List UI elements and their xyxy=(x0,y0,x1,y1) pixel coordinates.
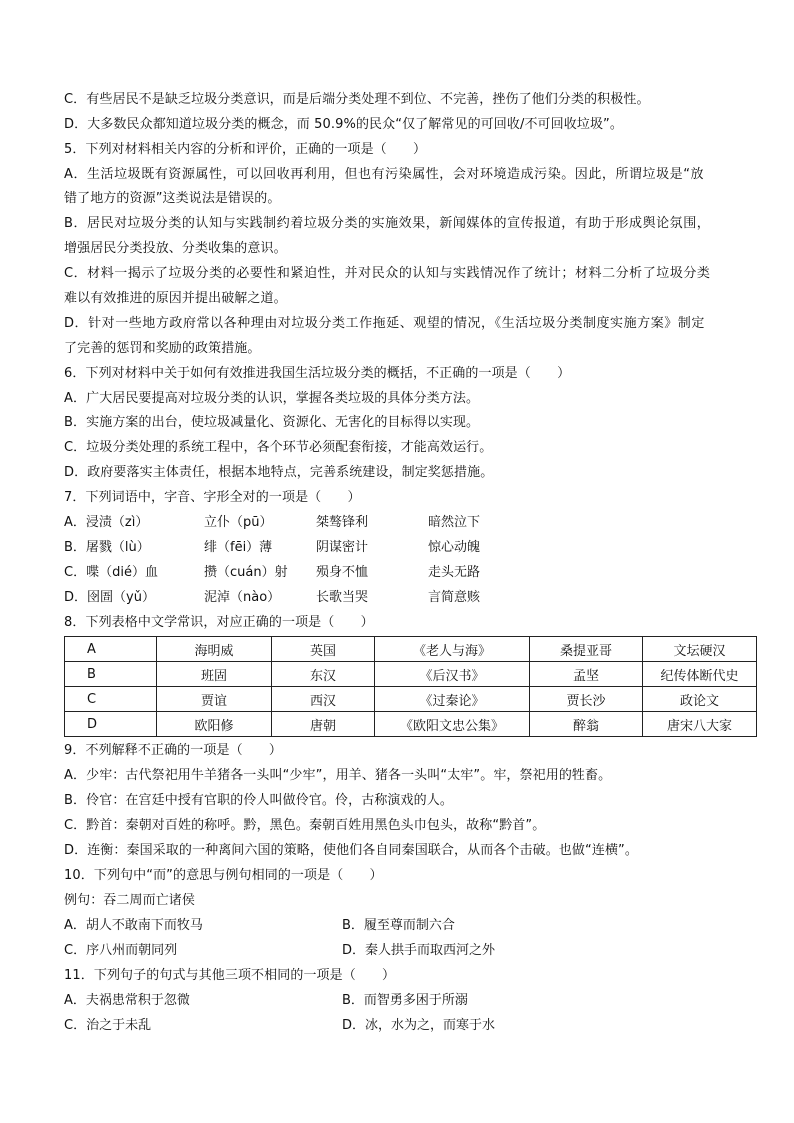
q10-option-a: A．胡人不敢南下而牧马 xyxy=(64,918,203,933)
q6-option-c: C．垃圾分类处理的系统工程中，各个环节必须配套衔接，才能高效运行。 xyxy=(64,440,493,455)
q10-example: 例句：吞二周而亡诸侯 xyxy=(64,893,196,908)
table-cell-author: 欧阳修 xyxy=(157,712,272,737)
q11-option-b: B．而智勇多困于所溺 xyxy=(342,993,468,1008)
q7-stem: 7．下列词语中，字音、字形全对的一项是（ ） xyxy=(64,490,361,505)
table-cell-era: 东汉 xyxy=(272,662,375,687)
table-cell-note: 文坛硬汉 xyxy=(643,637,757,662)
q10-stem: 10．下列句中“而”的意思与例句相同的一项是（ ） xyxy=(64,868,383,883)
table-cell-alias: 醉翁 xyxy=(530,712,643,737)
table-cell-author: 班固 xyxy=(157,662,272,687)
q7-a-word2: 立仆（pū） xyxy=(204,515,273,530)
q5-option-d-line2: 了完善的惩罚和奖励的政策措施。 xyxy=(64,341,261,356)
q11-option-d: D．冰，水为之，而寒于水 xyxy=(342,1018,496,1033)
q5-option-c-line2: 难以有效推进的原因并提出破解之道。 xyxy=(64,291,287,306)
table-cell-author: 贾谊 xyxy=(157,687,272,712)
q7-c-word2: 攒（cuán）射 xyxy=(204,565,288,580)
q7-b-word2: 绯（fēi）薄 xyxy=(204,540,273,555)
table-row xyxy=(65,637,757,662)
q6-option-a: A．广大居民要提高对垃圾分类的认识，掌握各类垃圾的具体分类方法。 xyxy=(64,391,480,406)
q9-option-a: A．少牢：古代祭祀用牛羊猪各一头叫“少牢”，用羊、猪各一头叫“太牢”。牢，祭祀用的牲畜。 xyxy=(64,768,612,783)
q10-option-c: C．序八州而朝同列 xyxy=(64,943,178,958)
q7-a-word4: 暗然泣下 xyxy=(428,515,481,530)
q11-stem: 11．下列句子的句式与其他三项不相同的一项是（ ） xyxy=(64,968,396,983)
table-cell-author: 海明威 xyxy=(157,637,272,662)
table-row xyxy=(65,687,757,712)
q5-option-b-line2: 增强居民分类投放、分类收集的意识。 xyxy=(64,241,287,256)
q7-d-word3: 长歌当哭 xyxy=(316,590,369,605)
table-cell-note: 唐宋八大家 xyxy=(643,712,757,737)
q7-a-word3: 桀骜锋利 xyxy=(316,515,369,530)
literature-table xyxy=(64,636,757,737)
q6-option-d: D．政府要落实主体责任，根据本地特点，完善系统建设，制定奖惩措施。 xyxy=(64,465,494,480)
q7-d-word2: 泥淖（nào） xyxy=(204,590,281,605)
q7-c-word1: C．喋（dié）血 xyxy=(64,565,158,580)
q9-option-b: B．伶官：在宫廷中授有官职的伶人叫做伶官。伶，古称演戏的人。 xyxy=(64,793,453,808)
table-cell-era: 英国 xyxy=(272,637,375,662)
q7-b-word1: B．屠戮（lù） xyxy=(64,540,150,555)
table-row xyxy=(65,662,757,687)
q7-c-word3: 殒身不恤 xyxy=(316,565,369,580)
q5-option-d-line1: D．针对一些地方政府常以各种理由对垃圾分类工作拖延、观望的情况，《生活垃圾分类制度实施方案》制定 xyxy=(64,316,705,331)
q9-option-d: D．连衡：秦国采取的一种离间六国的策略，使他们各自同秦国联合，从而各个击破。也做“连横”。 xyxy=(64,843,638,858)
q10-option-b: B．履至尊而制六合 xyxy=(342,918,455,933)
table-cell-option: C xyxy=(65,687,157,712)
table-row xyxy=(65,712,757,737)
table-cell-work: 《老人与海》 xyxy=(375,637,530,662)
q7-b-word4: 惊心动魄 xyxy=(428,540,481,555)
table-cell-option: A xyxy=(65,637,157,662)
table-cell-note: 纪传体断代史 xyxy=(643,662,757,687)
q7-b-word3: 阴谋密计 xyxy=(316,540,369,555)
q9-option-c: C．黔首：秦朝对百姓的称呼。黔，黑色。秦朝百姓用黑色头巾包头，故称“黔首”。 xyxy=(64,818,546,833)
q7-a-word1: A．浸渍（zì） xyxy=(64,515,149,530)
q10-option-d: D．秦人拱手而取西河之外 xyxy=(342,943,496,958)
table-cell-alias: 贾长沙 xyxy=(530,687,643,712)
q5-option-a-line2: 错了地方的资源”这类说法是错误的。 xyxy=(64,191,281,206)
q5-option-c-line1: C．材料一揭示了垃圾分类的必要性和紧迫性，并对民众的认知与实践情况作了统计；材料二分析了垃圾分类 xyxy=(64,266,711,281)
q11-option-c: C．治之于未乱 xyxy=(64,1018,152,1033)
q7-d-word1: D．囹圄（yǔ） xyxy=(64,590,155,605)
q7-d-word4: 言简意赅 xyxy=(428,590,481,605)
table-cell-alias: 桑提亚哥 xyxy=(530,637,643,662)
table-cell-work: 《过秦论》 xyxy=(375,687,530,712)
q8-stem: 8．下列表格中文学常识，对应正确的一项是（ ） xyxy=(64,615,374,630)
table-cell-note: 政论文 xyxy=(643,687,757,712)
table-cell-era: 西汉 xyxy=(272,687,375,712)
q6-stem: 6．下列对材料中关于如何有效推进我国生活垃圾分类的概括，不正确的一项是（ ） xyxy=(64,366,571,381)
q4-option-d: D．大多数民众都知道垃圾分类的概念，而 50.9%的民众“仅了解常见的可回收/不可回收垃圾”。 xyxy=(64,117,623,132)
q5-option-a-line1: A．生活垃圾既有资源属性，可以回收再利用，但也有污染属性，会对环境造成污染。因此，所谓垃圾是“放 xyxy=(64,167,705,182)
table-cell-work: 《后汉书》 xyxy=(375,662,530,687)
q9-stem: 9．不列解释不正确的一项是（ ） xyxy=(64,743,282,758)
q11-option-a: A．夫祸患常积于忽微 xyxy=(64,993,190,1008)
table-cell-alias: 孟坚 xyxy=(530,662,643,687)
table-cell-option: B xyxy=(65,662,157,687)
table-cell-era: 唐朝 xyxy=(272,712,375,737)
table-cell-work: 《欧阳文忠公集》 xyxy=(375,712,530,737)
q4-option-c: C．有些居民不是缺乏垃圾分类意识，而是后端分类处理不到位、不完善，挫伤了他们分类的积极性。 xyxy=(64,92,650,107)
table-cell-option: D xyxy=(65,712,157,737)
q5-option-b-line1: B．居民对垃圾分类的认知与实践制约着垃圾分类的实施效果，新闻媒体的宣传报道，有助于形成舆论氛围， xyxy=(64,216,711,231)
q5-stem: 5．下列对材料相关内容的分析和评价，正确的一项是（ ） xyxy=(64,142,427,157)
q6-option-b: B．实施方案的出台，使垃圾减量化、资源化、无害化的目标得以实现。 xyxy=(64,415,480,430)
q7-c-word4: 走头无路 xyxy=(428,565,481,580)
